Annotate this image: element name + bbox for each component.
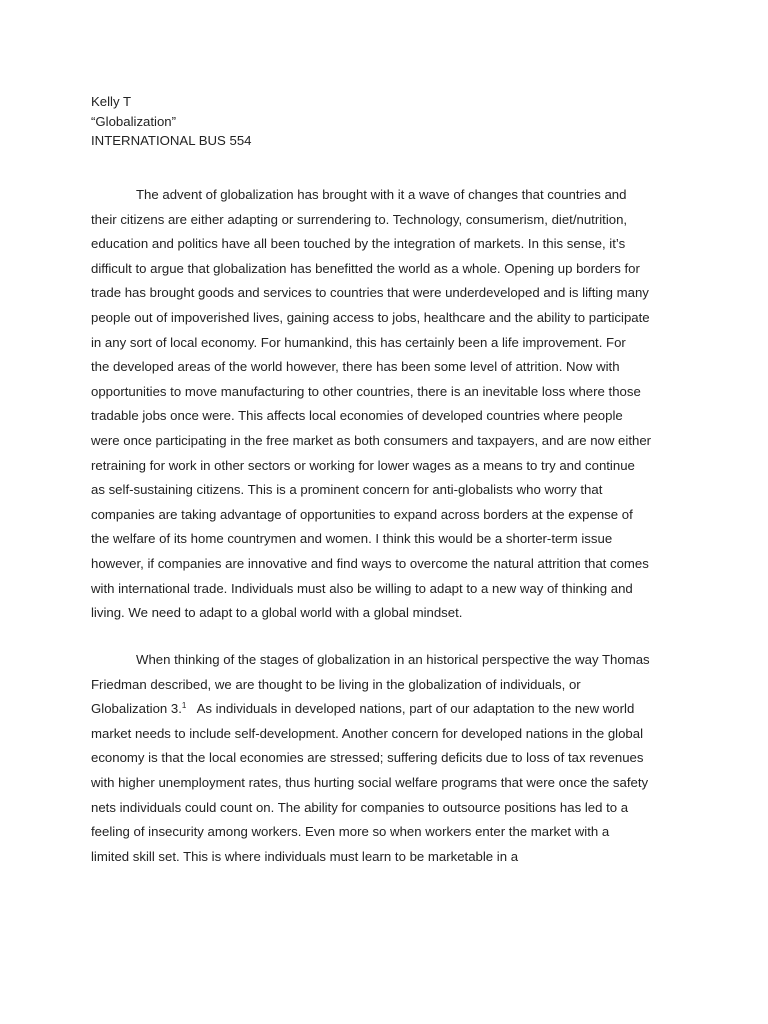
paragraph-line: feeling of insecurity among workers. Even more so when workers enter the market with a <box>91 824 610 840</box>
paragraph-line-with-footnote <box>91 697 650 722</box>
paragraph-line: difficult to argue that globalization has benefitted the world as a whole. Opening up borders for <box>91 260 640 276</box>
paragraph-line: however, if companies are innovative and find ways to overcome the natural attrition that comes <box>91 555 649 571</box>
paragraph-line: were once participating in the free market as both consumers and taxpayers, and are now either <box>91 432 652 448</box>
paragraph-line: the welfare of its home countrymen and women. I think this would be a shorter-term issue <box>91 531 613 547</box>
paragraph-line: The advent of globalization has brought with it a wave of changes that countries and <box>136 187 627 202</box>
paragraph-line: companies are taking advantage of opportunities to expand across borders at the expense of <box>91 506 633 522</box>
footnote-line-after: As individuals in developed nations, part of our adaptation to the new world <box>186 701 635 717</box>
paragraph-line: economy is that the local economies are stressed; suffering deficits due to loss of tax revenues <box>91 750 644 766</box>
paragraph-line: with international trade. Individuals must also be willing to adapt to a new way of thinking and <box>91 580 633 596</box>
paragraph-line: with higher unemployment rates, thus hurting social welfare programs that were once the safety <box>91 774 649 790</box>
paragraph-line: When thinking of the stages of globalization in an historical perspective the way Thomas <box>136 652 650 667</box>
paragraph-line: limited skill set. This is where individuals must learn to be marketable in a <box>91 848 519 864</box>
paragraph-line: their citizens are either adapting or surrendering to. Technology, consumerism, diet/nutrition, <box>91 211 628 227</box>
paragraph-2 <box>91 648 650 869</box>
essay-title: “Globalization” <box>91 113 177 129</box>
paragraph-line: retraining for work in other sectors or working for lower wages as a means to try and continue <box>91 457 635 473</box>
paragraph-line: living. We need to adapt to a global world with a global mindset. <box>91 605 463 621</box>
paragraph-line: the developed areas of the world however, there has been some level of attrition. Now with <box>91 359 620 375</box>
paragraph-1 <box>91 183 651 626</box>
paragraph-line: Friedman described, we are thought to be living in the globalization of individuals, or <box>91 676 581 692</box>
author-name: Kelly T <box>91 94 132 109</box>
paragraph-line: as self-sustaining citizens. This is a prominent concern for anti-globalists who worry that <box>91 482 603 498</box>
paragraph-line: opportunities to move manufacturing to other countries, there is an inevitable loss where those <box>91 383 641 399</box>
paragraph-line: education and politics have all been touched by the integration of markets. In this sense, it’s <box>91 236 626 252</box>
footnote-marker: 1 <box>181 701 187 711</box>
paragraph-line: trade has brought goods and services to countries that were underdeveloped and is lifting many <box>91 285 649 301</box>
paragraph-line: people out of impoverished lives, gaining access to jobs, healthcare and the ability to participate <box>91 309 650 325</box>
paragraph-line: in any sort of local economy. For humankind, this has certainly been a life improvement. For <box>91 334 626 350</box>
paragraph-line: market needs to include self-development. Another concern for developed nations in the global <box>91 725 644 741</box>
paragraph-line: nets individuals could count on. The ability for companies to outsource positions has led to a <box>91 799 629 815</box>
course-name: INTERNATIONAL BUS 554 <box>91 133 252 148</box>
document-header <box>91 92 252 151</box>
paragraph-line: tradable jobs once were. This affects local economies of developed countries where people <box>91 408 623 424</box>
footnote-line-before: Globalization 3. <box>91 701 182 717</box>
